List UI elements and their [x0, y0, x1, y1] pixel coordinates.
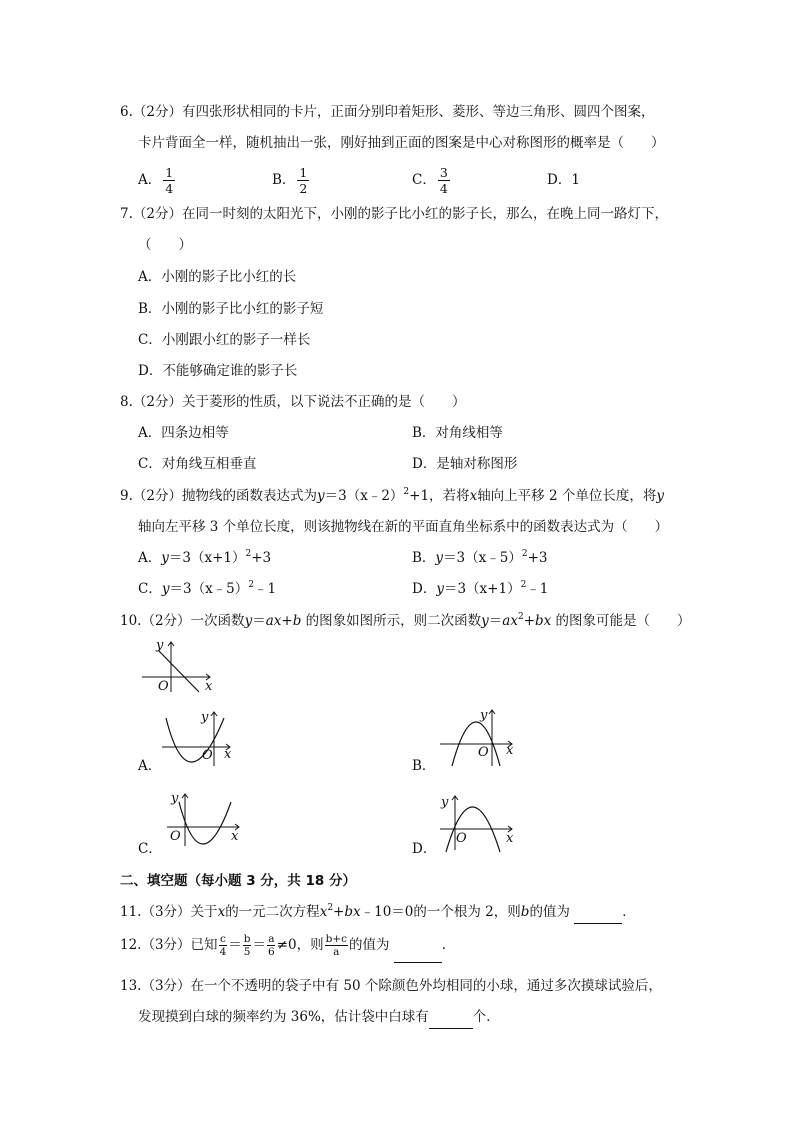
origin-label: O — [170, 829, 181, 844]
parabola-curve — [179, 802, 231, 844]
q10-option-c-graph — [165, 790, 245, 850]
section-2-heading: 二、填空题（每小题 3 分，共 18 分） — [120, 873, 356, 889]
q9-line2: 轴向左平移 3 个单位长度，则该抛物线在新的平面直角坐标系中的函数表达式为（ ） — [138, 519, 669, 535]
q10-option-d-graph — [438, 792, 520, 854]
y-axis-label: y — [480, 708, 488, 723]
q8-option-a: A．四条边相等 — [138, 425, 229, 441]
q7-line1: 7.（2分）在同一时刻的太阳光下，小刚的影子比小红的影子长，那么，在晚上同一路灯下， — [120, 206, 668, 222]
q9-option-c: C．y＝3（x﹣5）$^2$﹣1 — [138, 580, 277, 597]
q6-option-b-label: B． — [272, 172, 296, 188]
x-axis-label: x — [231, 829, 239, 844]
q10-option-a-label: A． — [138, 758, 162, 774]
q6-option-c-label: C． — [412, 172, 436, 188]
q8-option-d: D．是轴对称图形 — [412, 456, 518, 472]
origin-label: O — [158, 679, 169, 694]
q7-line2: （ ） — [138, 237, 192, 253]
q6-option-d: D．1 — [547, 172, 580, 188]
q9-option-b: B．y＝3（x﹣5）$^2$+3 — [412, 549, 548, 566]
q10-stem: 10.（2分）一次函数y＝ax+b 的图象如图所示，则二次函数$y=ax^2+bx$ 的图象可能是（ ） — [120, 612, 691, 629]
q12-fraction-b5: $\frac{b}{5}$ — [243, 933, 251, 958]
q8-option-c: C．对角线互相垂直 — [138, 456, 257, 472]
q6-option-a-label: A． — [138, 172, 162, 188]
q8-line1: 8.（2分）关于菱形的性质，以下说法不正确的是（ ） — [120, 394, 466, 410]
q7-option-c: C．小刚跟小红的影子一样长 — [138, 332, 311, 348]
origin-label: O — [478, 745, 489, 760]
y-axis-label: y — [201, 710, 209, 725]
q9-option-d: D．$y=3(x+1)^2﹣1$ — [412, 580, 549, 597]
q10-option-b-label: B． — [412, 758, 436, 774]
q12-fraction-bc-a: $\frac{b+c}{a}$ — [325, 933, 347, 958]
q13-answer-blank[interactable] — [429, 1010, 473, 1029]
origin-label: O — [202, 748, 213, 763]
q13-line2: 发现摸到白球的频率约为 36%，估计袋中白球有 个． — [138, 1008, 500, 1029]
q10-option-b-graph — [438, 704, 518, 768]
q6-line1: 6.（2分）有四张形状相同的卡片，正面分别印着矩形、菱形、等边三角形、圆四个图案， — [120, 104, 655, 120]
q13-line1: 13.（3分）在一个不透明的袋子中有 50 个除颜色外均相同的小球，通过多次摸球试验后， — [120, 978, 662, 994]
q7-option-d: D．不能够确定谁的影子长 — [138, 363, 298, 379]
q8-option-b: B．对角线相等 — [412, 425, 503, 441]
q11-answer-blank[interactable] — [574, 905, 622, 924]
q12-fraction-a6: $\frac{a}{6}$ — [267, 933, 275, 958]
parabola-curve — [166, 718, 224, 762]
q9-option-a: A．$y=3(x+1)^2+3$ — [138, 549, 272, 566]
q6-option-b-fraction: $\frac{1}{2}$ — [299, 165, 308, 196]
q9-line1: 9.（2分）抛物线的函数表达式为y＝3（x﹣2）$^2$+1，若将x轴向上平移 2 个单位长度，将y — [120, 487, 664, 504]
q10-option-c-label: C． — [138, 841, 162, 857]
x-axis-label: x — [205, 679, 213, 694]
origin-label: O — [456, 831, 467, 846]
y-axis-label: y — [171, 791, 179, 806]
q12-answer-blank[interactable] — [394, 932, 442, 963]
q6-option-b — [272, 163, 311, 197]
q6-option-c — [412, 163, 452, 197]
q12-fraction-c4: $\frac{c}{4}$ — [219, 933, 227, 958]
q10-option-d-label: D． — [412, 841, 437, 857]
q10-linear-function-graph — [138, 636, 218, 696]
x-axis-label: x — [506, 831, 514, 846]
x-axis-label: x — [506, 743, 514, 758]
q11-line: 11.（3分）关于x的一元二次方程$x^2+bx﹣10=0$的一个根为 2，则b的值为 ． — [120, 903, 636, 924]
y-axis-label: y — [441, 795, 449, 810]
x-axis-label: x — [224, 747, 232, 762]
q6-option-a — [138, 163, 177, 197]
q6-line2: 卡片背面全一样，随机抽出一张，刚好抽到正面的图案是中心对称图形的概率是（ ） — [138, 135, 665, 151]
q7-option-a: A．小刚的影子比小红的长 — [138, 269, 297, 285]
q6-option-a-fraction: $\frac{1}{4}$ — [165, 165, 174, 196]
q12-line: 12.（3分）已知 $\frac{c}{4}$ ＝ $\frac{b}{5}$ ＝ $\frac{a}{6}$ ≠0，则 $\frac{b+c}{a}$ 的值为 ． — [120, 930, 455, 963]
q10-option-a-graph — [160, 706, 240, 768]
y-axis-label: y — [156, 638, 164, 653]
q6-option-c-fraction: $\frac{3}{4}$ — [439, 165, 448, 196]
q7-option-b: B．小刚的影子比小红的影子短 — [138, 301, 324, 317]
